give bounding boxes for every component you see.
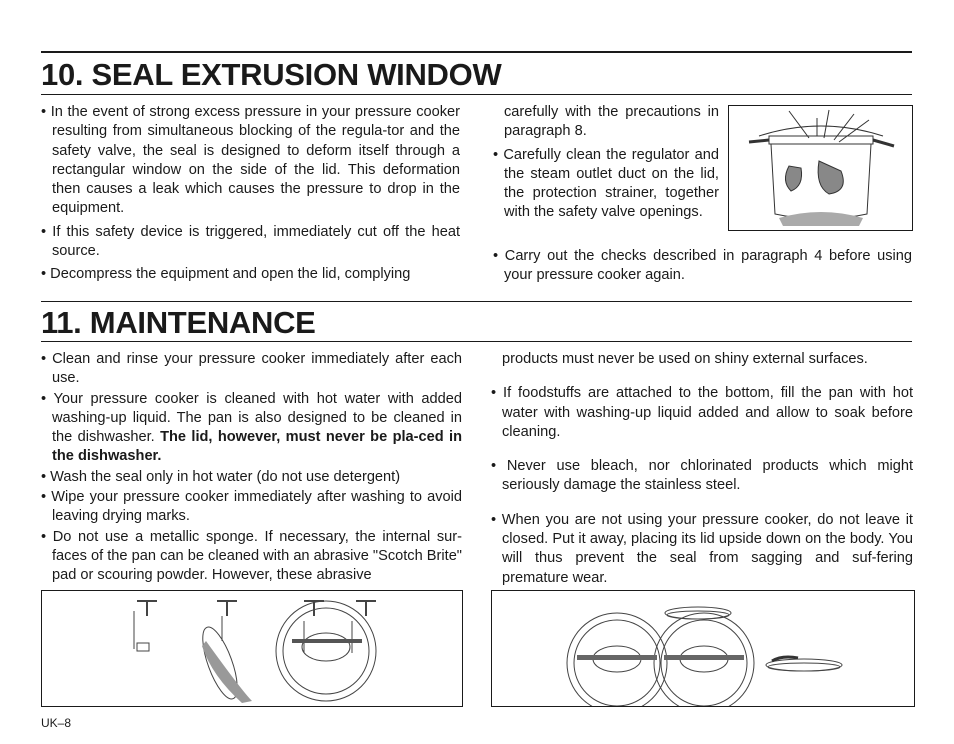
s10-item-clean: • Carefully clean the regulator and the steam outlet duct on the lid, the protection strainer, together with the safety valve openings. xyxy=(493,146,719,223)
section-11-right-column xyxy=(491,350,913,592)
page-number: UK–8 xyxy=(41,716,72,730)
section-11-top-rule xyxy=(41,301,912,302)
s10-continuation: carefully with the precautions in paragraph 8. xyxy=(504,104,719,140)
s11-continuation: products must never be used on shiny external surfaces. xyxy=(502,351,868,367)
washing-illustration xyxy=(41,590,463,707)
s10-item-heat: • If this safety device is triggered, immediately cut off the heat source. xyxy=(41,223,460,262)
section-10-right-column-bottom xyxy=(493,247,912,290)
s11-item-dishwasher xyxy=(41,390,462,467)
section-11-title: 11. MAINTENANCE xyxy=(41,305,316,340)
s10-item-decompress: • Decompress the equipment and open the lid, complying xyxy=(41,265,460,284)
section-10-left-column xyxy=(41,103,460,289)
s11-item-rinse: • Clean and rinse your pressure cooker immediately after each use. xyxy=(41,350,462,389)
s11-item-sponge: • Do not use a metallic sponge. If necessary, the internal sur-faces of the pan can be cleaned with an abrasive "Scotch Brite" pad or scouring powder. However, these abrasive xyxy=(41,528,462,586)
pressure-cooker-illustration xyxy=(728,105,913,231)
s11-item-foodstuffs: • If foodstuffs are attached to the bottom, fill the pan with hot water with washing-up liquid added and allow to soak before cleaning. xyxy=(491,384,913,442)
section-10-title: 10. SEAL EXTRUSION WINDOW xyxy=(41,57,502,92)
s11-dishwasher-text: Your pressure cooker is cleaned with hot water with added washing-up liquid. The pan is also designed to be cleaned in the dishwasher. xyxy=(52,390,462,446)
storage-illustration xyxy=(491,590,915,707)
s11-item-seal: • Wash the seal only in hot water (do not use detergent) xyxy=(41,468,462,487)
top-rule xyxy=(41,51,912,53)
section-11-underline xyxy=(41,341,912,342)
s11-item-storage: • When you are not using your pressure cooker, do not leave it closed. Put it away, placing its lid upside down on the body. You will thus prevent the seal from sagging and suf-fering premature wear. xyxy=(491,511,913,588)
section-11-left-column xyxy=(41,350,462,590)
s10-item-pressure: • In the event of strong excess pressure in your pressure cooker resulting from simultaneous blocking of the regula-tor and the safety valve, the seal is designed to deform itself through a rectangular window on the side of the lid. This deformation then causes a leak which causes the pressure to drop in the equipment. xyxy=(41,103,460,219)
s11-item-wipe: • Wipe your pressure cooker immediately after washing to avoid leaving drying marks. xyxy=(41,488,462,527)
s11-dishwasher-warning: The lid, however, must never be pla-ced in the dishwasher. xyxy=(52,429,462,465)
s10-item-checks: • Carry out the checks described in paragraph 4 before using your pressure cooker again. xyxy=(493,247,912,286)
section-10-underline xyxy=(41,94,912,95)
s11-item-bleach: • Never use bleach, nor chlorinated products which might seriously damage the stainless steel. xyxy=(491,457,913,496)
section-10-right-column-top xyxy=(493,103,719,227)
